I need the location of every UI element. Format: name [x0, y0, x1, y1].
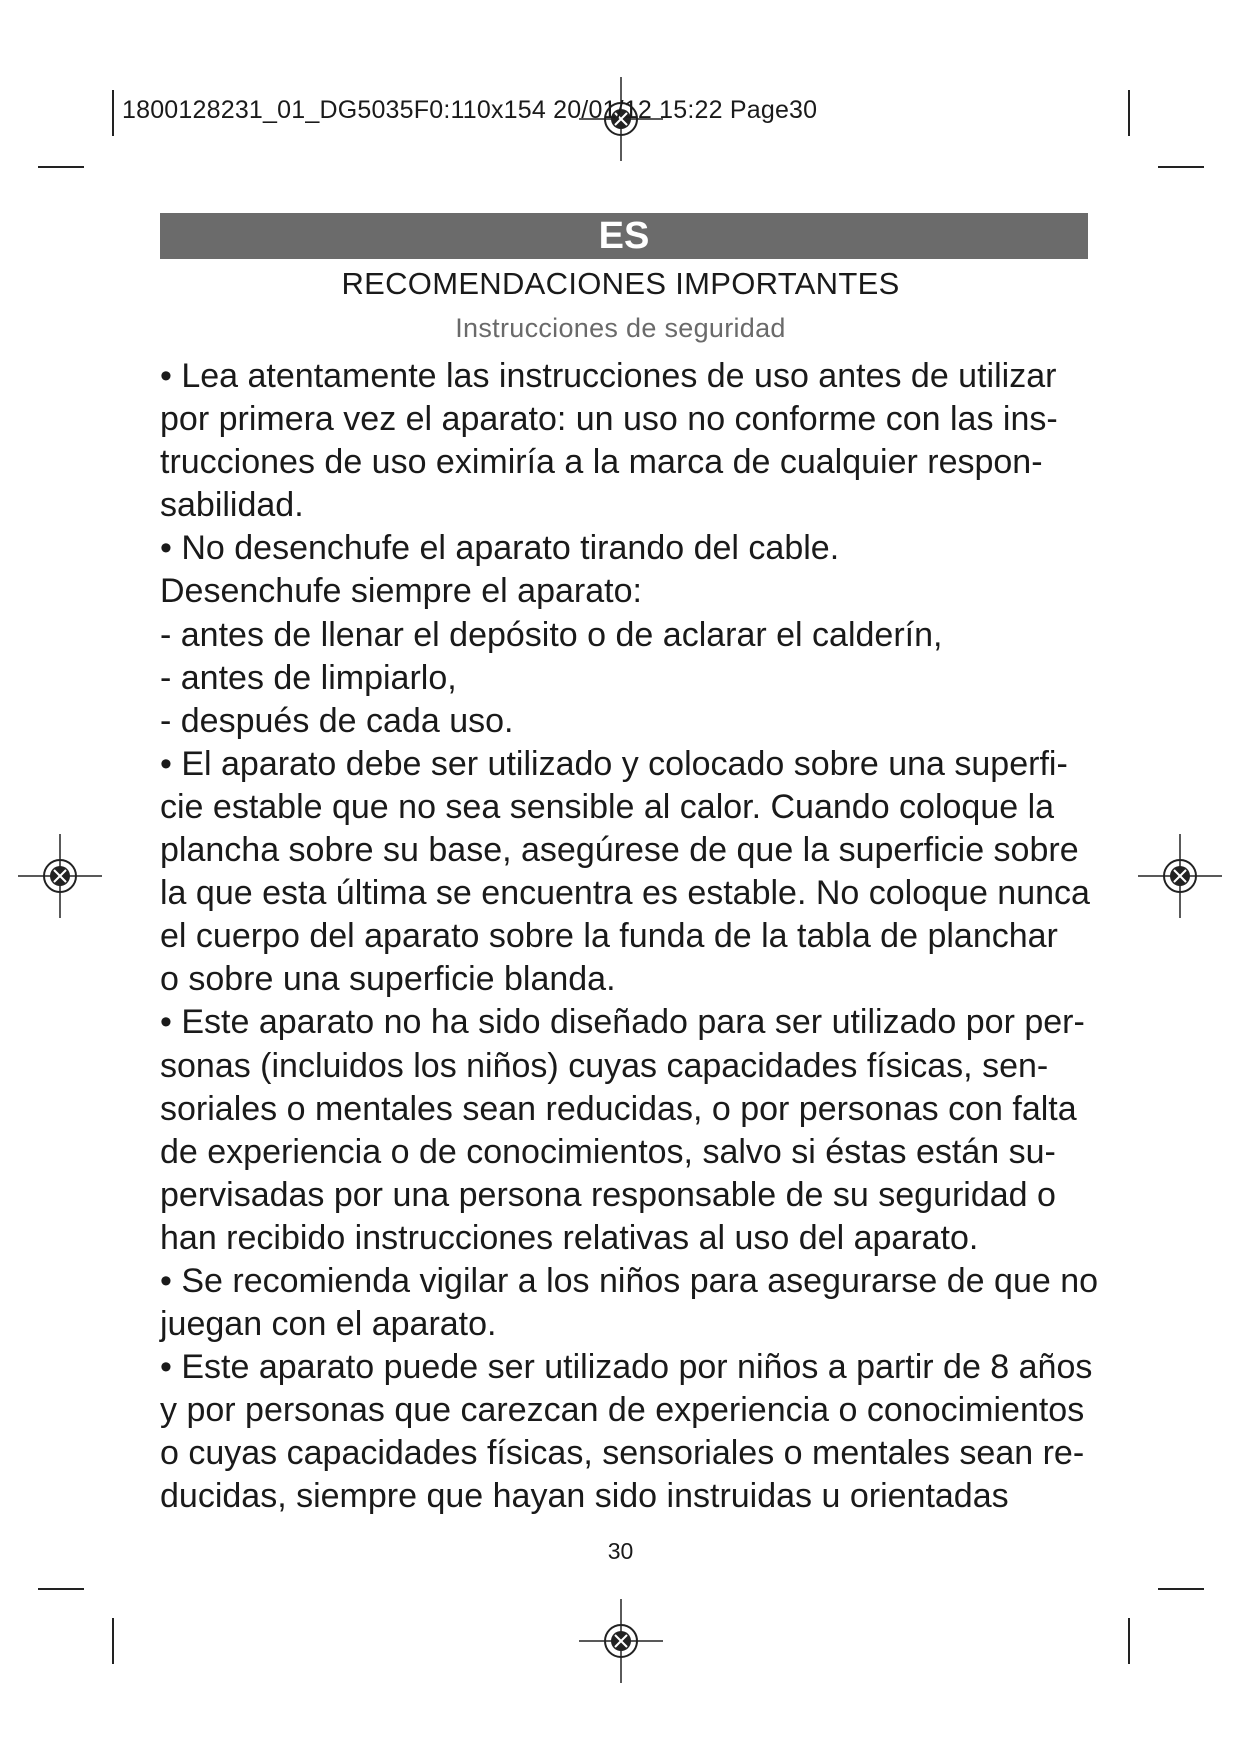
text-line: juegan con el aparato.: [160, 1305, 497, 1344]
text-line: sonas (incluidos los niños) cuyas capacidades físicas, sen-: [160, 1046, 1049, 1085]
text-line: han recibido instrucciones relativas al uso del aparato.: [160, 1218, 979, 1257]
text-line: ducidas, siempre que hayan sido instruidas u orientadas: [160, 1477, 1009, 1516]
text-line: o cuyas capacidades físicas, sensoriales o mentales sean re-: [160, 1434, 1085, 1473]
text-line: • Lea atentamente las instrucciones de uso antes de utilizar: [160, 357, 1057, 395]
text-line: trucciones de uso eximiría a la marca de cualquier respon-: [160, 443, 1043, 482]
text-line: soriales o mentales sean reducidas, o por personas con falta: [160, 1089, 1077, 1128]
text-line: • Este aparato puede ser utilizado por niños a partir de 8 años: [160, 1348, 1093, 1387]
text-line: - antes de llenar el depósito o de aclarar el calderín,: [160, 615, 943, 654]
crop-mark-top-left-vertical: [112, 90, 114, 136]
page-number: 30: [607, 1538, 634, 1564]
text-line: sabilidad.: [160, 486, 304, 525]
text-line: cie estable que no sea sensible al calor. Cuando coloque la: [160, 787, 1055, 826]
text-line: Desenchufe siempre el aparato:: [160, 572, 642, 611]
text-line: el cuerpo del aparato sobre la funda de la tabla de planchar: [160, 917, 1058, 956]
section-subtitle: Instrucciones de seguridad: [455, 313, 786, 343]
print-slug-header: 1800128231_01_DG5035F0:110x154 20/01/12 15:22 Page30: [122, 96, 818, 124]
text-line: - después de cada uso.: [160, 701, 514, 740]
text-line: • El aparato debe ser utilizado y colocado sobre una superfi-: [160, 744, 1068, 783]
text-line: • Este aparato no ha sido diseñado para ser utilizado por per-: [160, 1003, 1085, 1042]
registration-mark-bottom-icon: [573, 1593, 669, 1689]
text-line: y por personas que carezcan de experiencia o conocimientos: [160, 1391, 1085, 1430]
text-line: por primera vez el aparato: un uso no conforme con las ins-: [160, 400, 1058, 439]
section-title: RECOMENDACIONES IMPORTANTES: [341, 266, 900, 301]
text-line: • No desenchufe el aparato tirando del cable.: [160, 529, 840, 568]
text-line: pervisadas por una persona responsable de su seguridad o: [160, 1175, 1056, 1214]
text-line: - antes de limpiarlo,: [160, 658, 457, 697]
crop-mark-bottom-right-vertical: [1128, 1618, 1130, 1664]
text-line: la que esta última se encuentra es estable. No coloque nunca: [160, 874, 1090, 913]
crop-mark-top-left-horizontal: [38, 166, 84, 168]
crop-mark-top-right-horizontal: [1158, 166, 1204, 168]
text-line: plancha sobre su base, asegúrese de que la superficie sobre: [160, 831, 1079, 870]
crop-mark-bottom-left-vertical: [112, 1618, 114, 1664]
registration-mark-left-icon: [12, 828, 108, 924]
crop-mark-top-right-vertical: [1128, 90, 1130, 136]
text-line: • Se recomienda vigilar a los niños para asegurarse de que no: [160, 1261, 1099, 1300]
text-line: de experiencia o de conocimientos, salvo si éstas están su-: [160, 1132, 1056, 1171]
safety-instructions-text: [160, 355, 1160, 1519]
crop-mark-bottom-right-horizontal: [1158, 1588, 1204, 1590]
language-banner: ES: [160, 213, 1088, 259]
text-line: o sobre una superficie blanda.: [160, 960, 616, 999]
crop-mark-bottom-left-horizontal: [38, 1588, 84, 1590]
